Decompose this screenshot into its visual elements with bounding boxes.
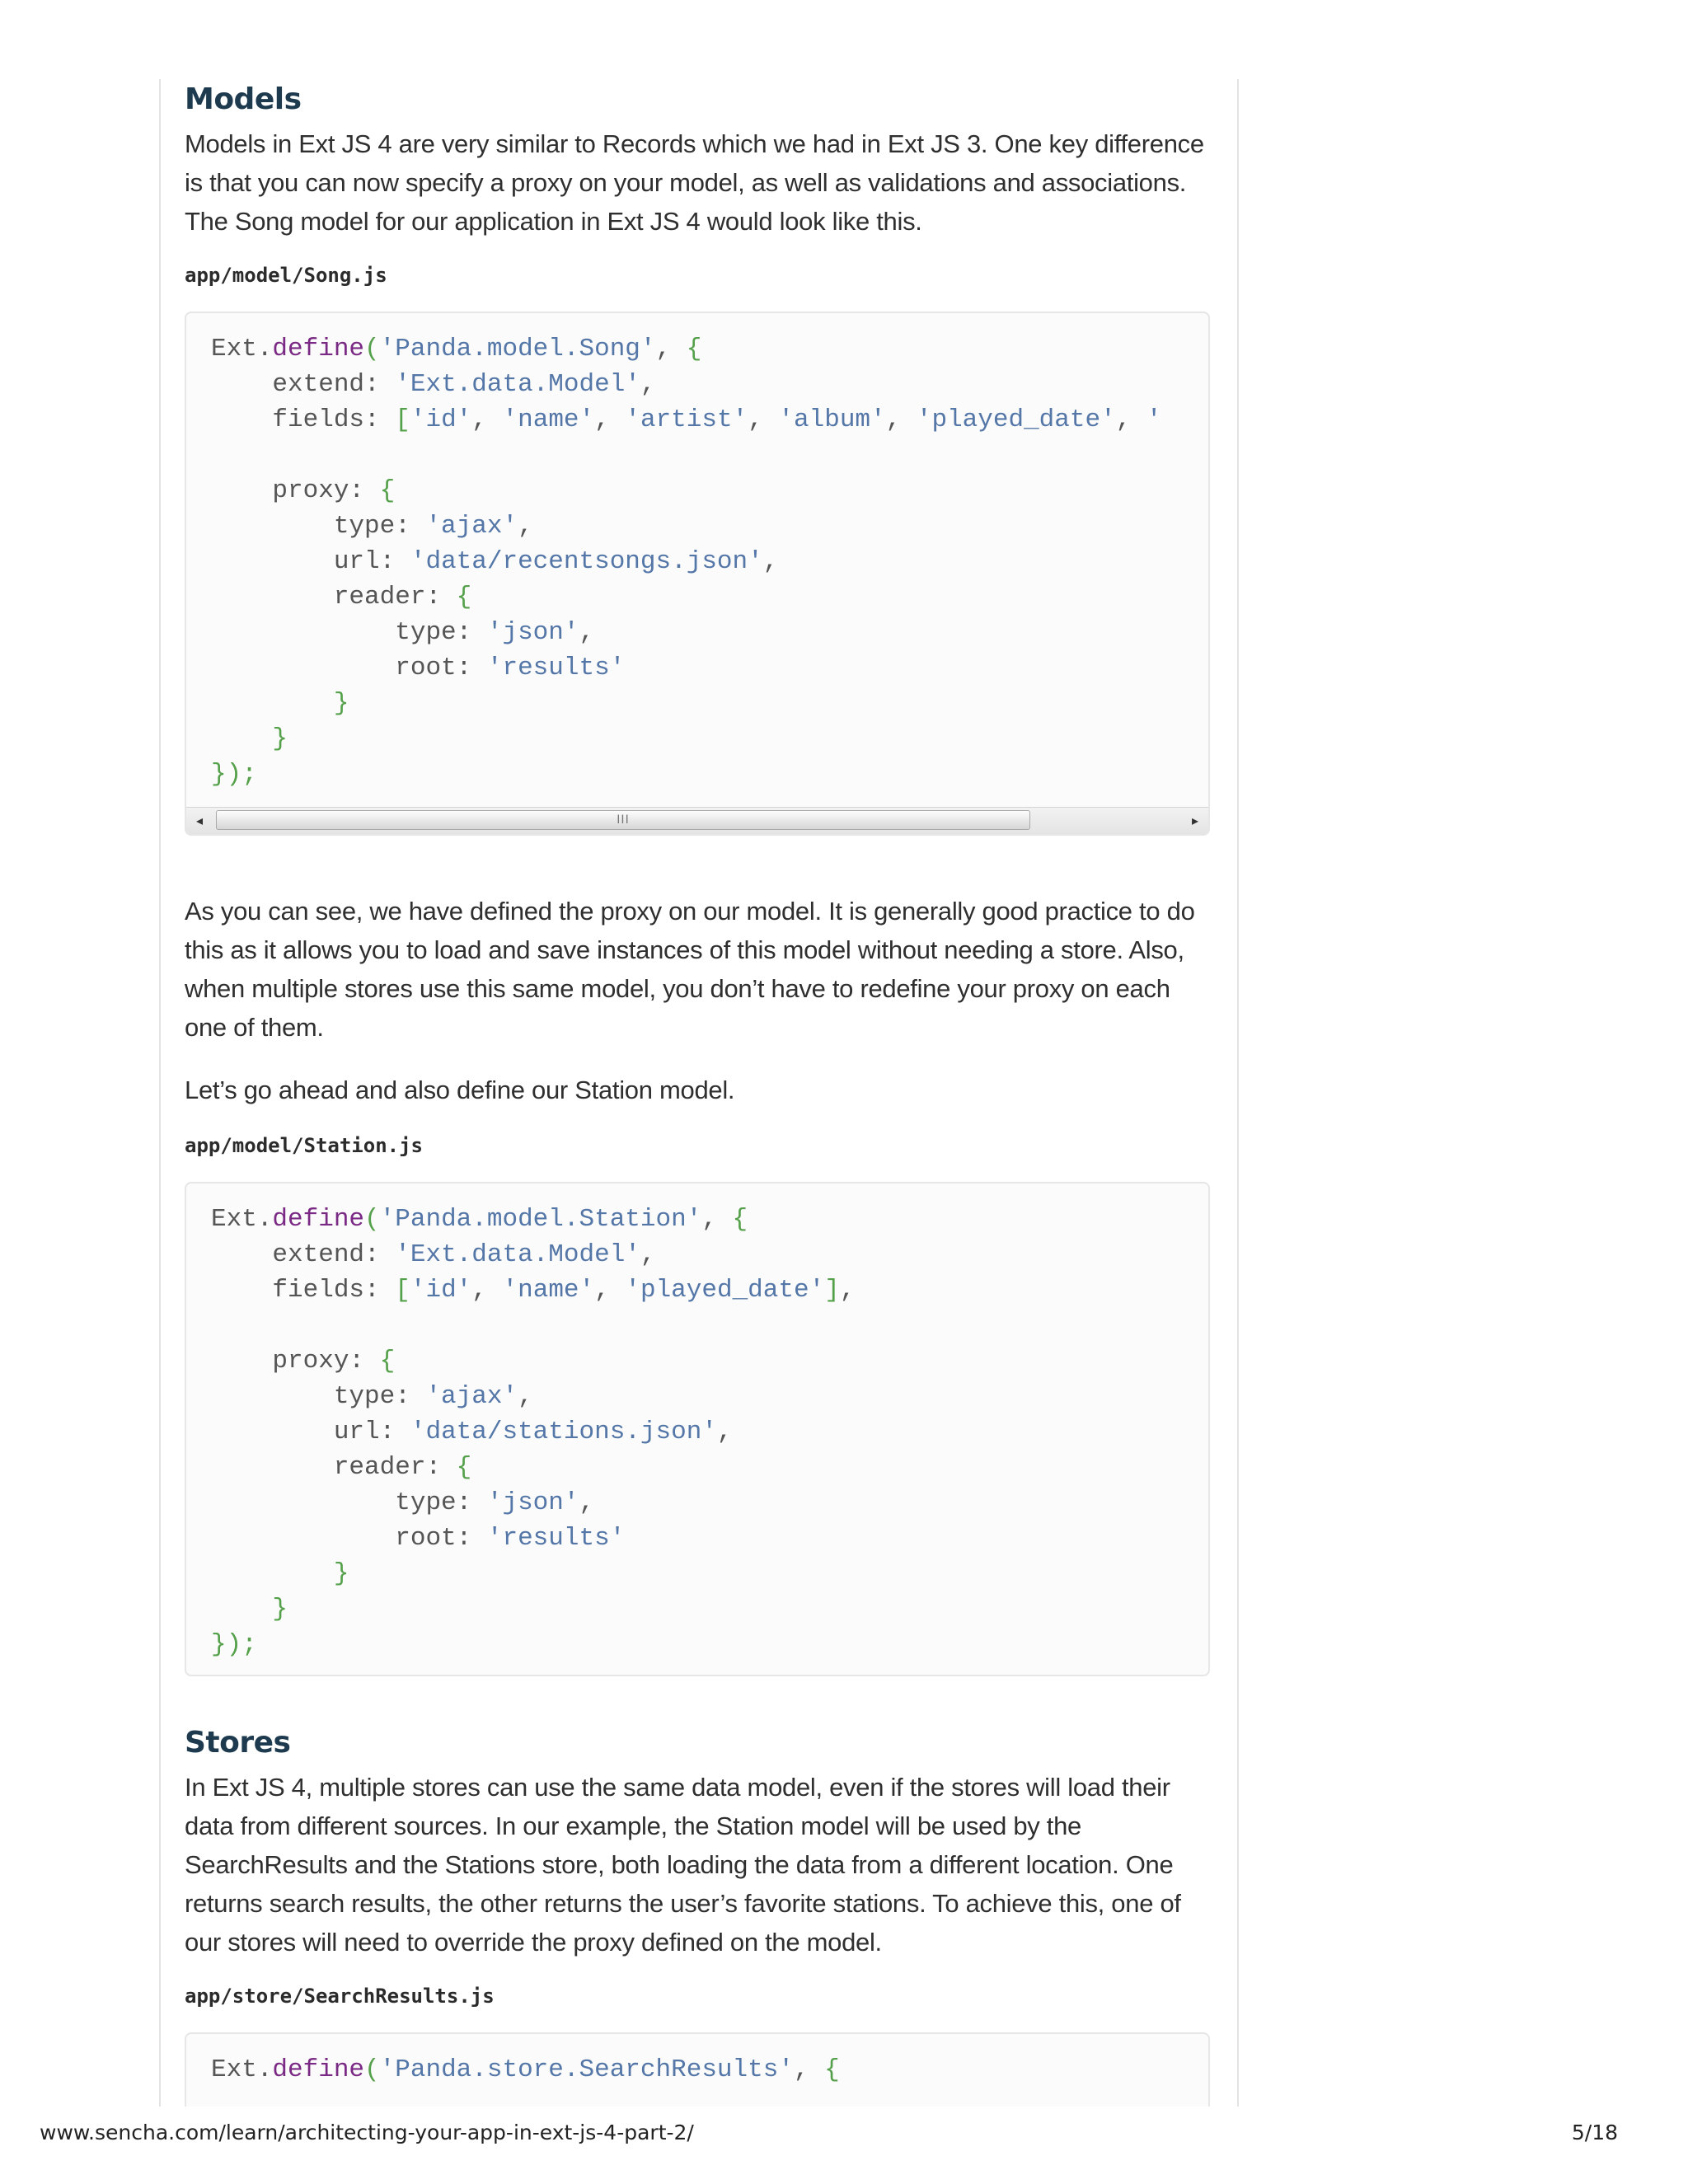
station-code-block — [185, 1182, 1210, 1676]
song-code-block — [185, 312, 1210, 836]
models-heading: Models — [185, 82, 302, 116]
stores-heading: Stores — [185, 1726, 291, 1760]
scroll-left-icon[interactable]: ◂ — [195, 813, 204, 828]
station-file-label: app/model/Station.js — [185, 1134, 423, 1157]
stores-intro: In Ext JS 4, multiple stores can use the same data model, even if the stores will load their data from different sources. In our example, the Station model will be used by the SearchResults and the Stations store, both loading the data from a different location. One returns search results, the other returns the user’s favorite stations. To achieve this, one of our stores will need to override the proxy defined on the model. — [185, 1773, 1181, 1957]
models-intro: Models in Ext JS 4 are very similar to Records which we had in Ext JS 3. One key difference is that you can now specify a proxy on your model, as well as validations and associations. The Song model for our application in Ext JS 4 would look like this. — [185, 129, 1204, 236]
search-code: Ext.define('Panda.store.SearchResults', { — [211, 2055, 840, 2084]
scroll-right-icon[interactable]: ▸ — [1191, 813, 1199, 828]
footer-page-number: 5/18 — [1571, 2121, 1618, 2144]
song-file-label: app/model/Song.js — [185, 264, 387, 287]
station-intro: Let’s go ahead and also define our Station model. — [185, 1076, 735, 1104]
grip-icon: III — [617, 813, 630, 827]
footer-url: www.sencha.com/learn/architecting-your-app-in-ext-js-4-part-2/ — [40, 2121, 694, 2144]
search-file-label: app/store/SearchResults.js — [185, 1985, 495, 2008]
horizontal-scrollbar[interactable] — [186, 807, 1208, 834]
article-content — [185, 79, 1210, 2107]
search-code-block — [185, 2032, 1210, 2107]
station-code: Ext.define('Panda.model.Station', { extend: 'Ext.data.Model', fields: ['id', 'name', 'played_date'], proxy: { type: 'ajax', url: 'data/stations.json', reader: { type: 'json', root: 'results' } } }); — [211, 1205, 856, 1659]
proxy-explanation: As you can see, we have defined the proxy on our model. It is generally good practice to do this as it allows you to load and save instances of this model without needing a store. Also, when multiple stores use this same model, you don’t have to redefine your proxy on each one of them. — [185, 897, 1195, 1042]
scrollbar-thumb[interactable] — [216, 810, 1030, 830]
song-code: Ext.define('Panda.model.Song', { extend: 'Ext.data.Model', fields: ['id', 'name', 'artist', 'album', 'played_date', ' proxy: { type: 'ajax', url: 'data/recentsongs.json', reader: { type: 'json', root: 'results' } } }); — [211, 335, 1162, 789]
